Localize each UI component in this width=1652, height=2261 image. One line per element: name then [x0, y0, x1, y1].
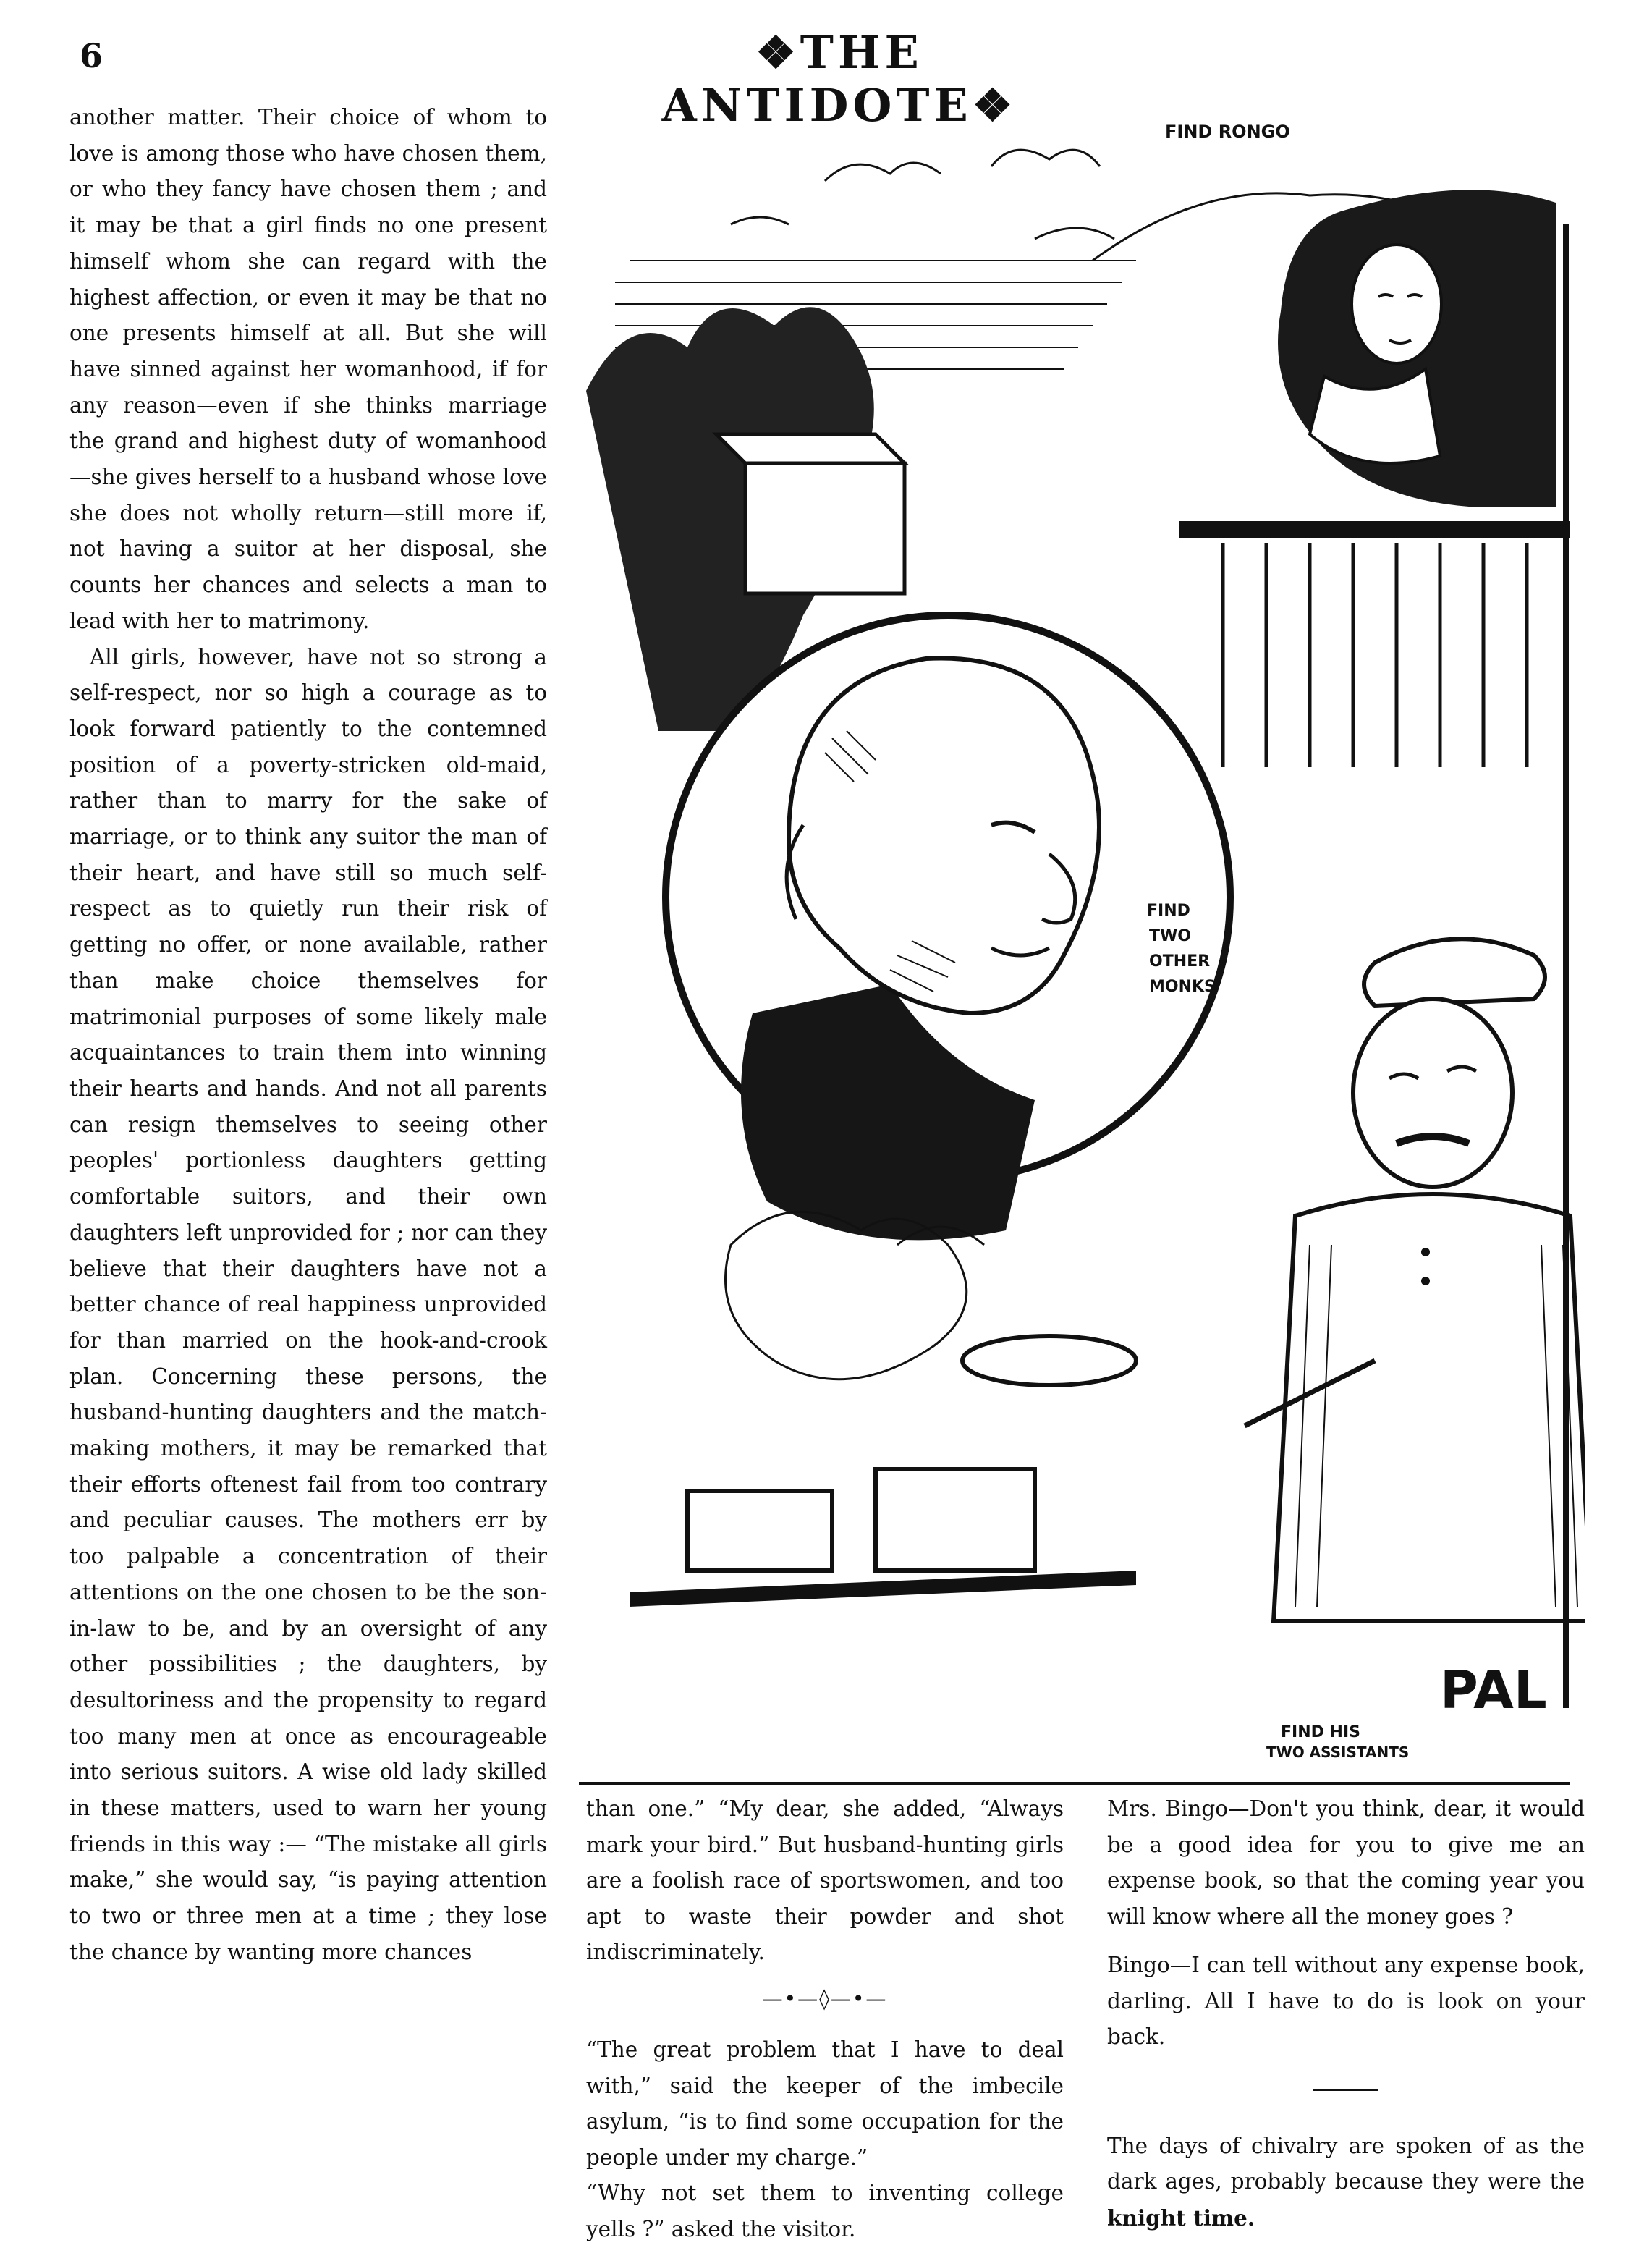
- right-paragraph-3-punchline: knight time.: [1107, 2205, 1255, 2231]
- left-column: [69, 100, 547, 1971]
- cartoon-illustration: [586, 116, 1585, 1759]
- right-paragraph-3: [1107, 2129, 1585, 2237]
- kitchen-pots: [630, 1212, 1136, 1607]
- masthead: ❖THE ANTIDOTE❖: [661, 26, 1017, 132]
- ornament-divider: —•—◊—•—: [762, 1986, 888, 2011]
- middle-column: [586, 1791, 1064, 2247]
- right-paragraph-3-text: The days of chivalry are spoken of as the dark ages, probably because they were the: [1107, 2133, 1585, 2194]
- balcony-balusters: [1223, 543, 1527, 767]
- caption-find-assistants-1: FIND HIS: [1281, 1723, 1360, 1741]
- left-paragraph-1: another matter. Their choice of whom to love is among those who have chosen them, or who they fancy have chosen them ; and it may be that a girl finds no one present himself whom she can regard with the highest affection, or even it may be that no one presents himself at all. But she will have sinned against her womanhood, if for any reason—even if she thinks marriage the grand and highest duty of womanhood —she gives herself to a husband whose love she does not wholly return—still more if, not having a suitor at her disposal, she counts her chances and selects a man to lead with her to matrimony.: [69, 105, 547, 633]
- middle-paragraph-3: “Why not set them to inventing college yells ?” asked the visitor.: [586, 2181, 1064, 2241]
- caption-find-label-4: MONKS: [1149, 978, 1216, 996]
- right-column: [1107, 1791, 1585, 2236]
- clouds: [731, 150, 1114, 239]
- section-divider: [579, 1782, 1570, 1785]
- cook-figure: [1245, 939, 1585, 1621]
- woman-figure: [1278, 190, 1556, 507]
- caption-find-assistants-2: TWO ASSISTANTS: [1266, 1744, 1410, 1759]
- middle-paragraph-1: than one.” “My dear, she added, “Always mark your bird.” But husband-hunting girls are a foolish race of sportswomen, and too apt to waste their powder and shot indiscriminately.: [586, 1796, 1064, 1964]
- caption-find-rongo: FIND RONGO: [1165, 122, 1290, 142]
- illustration-drawing: [586, 116, 1585, 1759]
- caption-find-label-1: FIND: [1147, 902, 1190, 920]
- artist-signature: PAL: [1440, 1660, 1547, 1720]
- balcony-rail: [1179, 521, 1570, 538]
- right-paragraph-1: Mrs. Bingo—Don't you think, dear, it would be a good idea for you to give me an expense book, so that the coming year you will know where all the money goes ?: [1107, 1796, 1585, 1929]
- left-paragraph-2: All girls, however, have not so strong a self-respect, nor so high a courage as to look forward patiently to the contemned position of a poverty-stricken old-maid, rather than to marry for the sake of marriage, or to think any suitor the man of their heart, and have still so much self-respect as to quietly run their risk of getting no offer, or none available, rather than make choice themselves for matrimonial purposes of some likely male acquaintances to train them into winning their hearts and hands. And not all parents can resign themselves to seeing other peoples' portionless daughters getting comfortable suitors, and their own daughters left unprovided for ; nor can they believe that their daughters have not a better chance of real happiness unprovided for than married on the hook-and-crook plan. Concerning these persons, the husband-hunting daughters and the match-making mothers, it may be remarked that their efforts oftenest fail from too contrary and peculiar causes. The mothers err by too palpable a concentration of their attentions on the one chosen to be the son-in-law to be, and by an oversight of any other possibilities ; the daughters, by desultoriness and the propensity to regard too many men at once as encourageable into serious suitors. A wise old lady skilled in these matters, used to warn her young friends in this way :— “The mistake all girls make,” she would say, “is paying attention to two or three men at a time ; they lose the chance by wanting more chances: [69, 644, 547, 1964]
- short-divider: [1313, 2089, 1378, 2091]
- middle-paragraph-2: “The great problem that I have to deal with,” said the keeper of the imbecile asylum, “is to find some occupation for the people under my charge.”: [586, 2037, 1064, 2170]
- right-paragraph-2: Bingo—I can tell without any expense book, darling. All I have to do is look on your back.: [1107, 1953, 1585, 2049]
- caption-find-label-3: OTHER: [1149, 952, 1211, 971]
- page-number: 6: [80, 36, 103, 75]
- caption-find-label-2: TWO: [1149, 927, 1191, 945]
